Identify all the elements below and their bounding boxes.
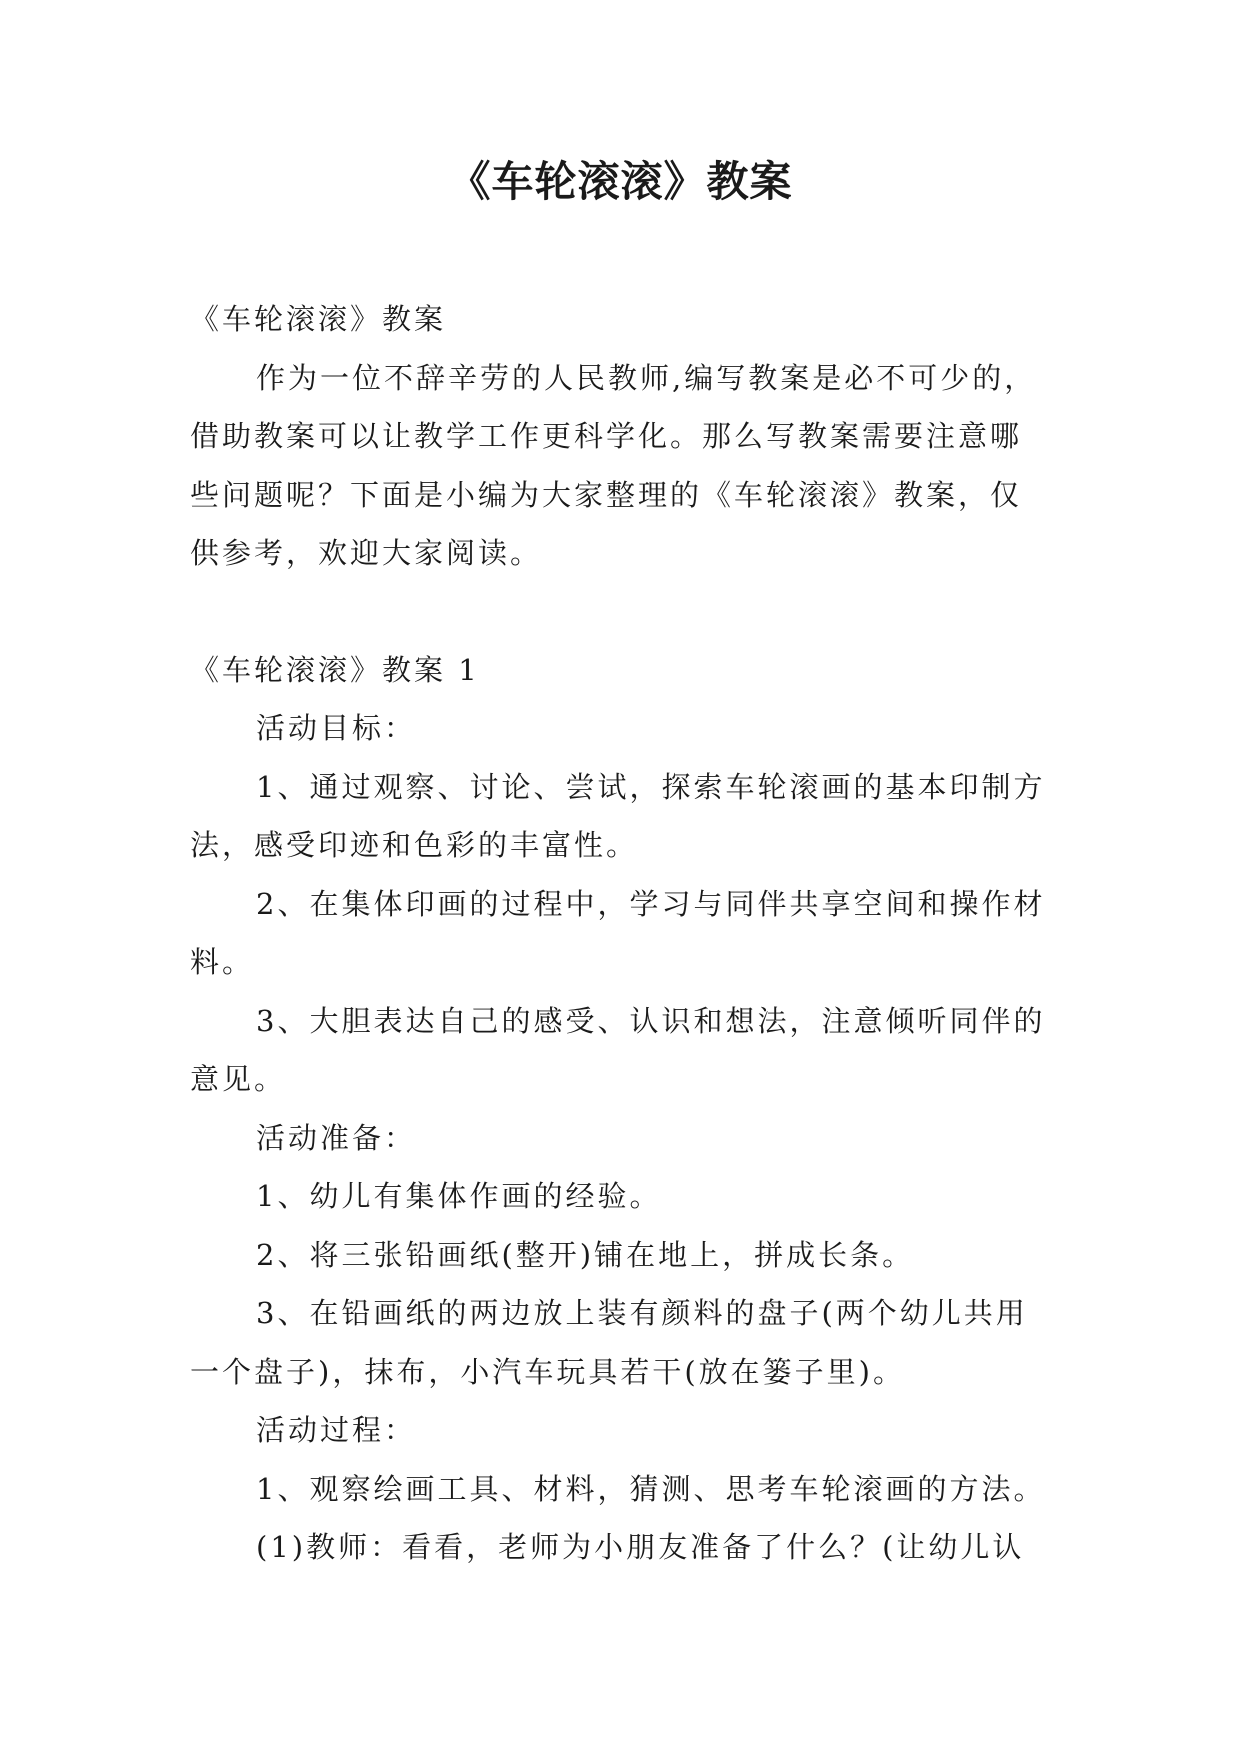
intro-paragraph: 作为一位不辞辛劳的人民教师,编写教案是必不可少的，借助教案可以让教学工作更科学化。那么写教案需要注意哪些问题呢？下面是小编为大家整理的《车轮滚滚》教案，仅供参考，欢迎大家阅读。 — [190, 360, 1037, 570]
goals-heading: 活动目标： — [256, 711, 417, 745]
goal-item: 2、在集体印画的过程中，学习与同伴共享空间和操作材料。 — [190, 886, 1046, 979]
prep-item: 1、幼儿有集体作画的经验。 — [256, 1179, 662, 1213]
document-title: 《车轮滚滚》教案 — [448, 157, 793, 206]
section-heading: 《车轮滚滚》教案 1 — [190, 652, 480, 687]
process-item: 1、观察绘画工具、材料，猜测、思考车轮滚画的方法。 — [256, 1471, 1046, 1506]
prep-item: 2、将三张铅画纸(整开)铺在地上，拼成长条。 — [256, 1237, 915, 1272]
goal-item: 1、通过观察、讨论、尝试，探索车轮滚画的基本印制方法，感受印迹和色彩的丰富性。 — [190, 769, 1046, 862]
goal-item: 3、大胆表达自己的感受、认识和想法，注意倾听同伴的意见。 — [190, 1003, 1046, 1096]
document-subtitle: 《车轮滚滚》教案 — [190, 302, 447, 336]
section-spacer — [190, 583, 1050, 641]
document-body — [190, 290, 1050, 1577]
process-heading: 活动过程： — [256, 1413, 417, 1447]
prep-item: 3、在铅画纸的两边放上装有颜料的盘子(两个幼儿共用一个盘子)，抹布，小汽车玩具若干(放在篓子里)。 — [190, 1296, 1028, 1389]
process-item: (1)教师：看看，老师为小朋友准备了什么？(让幼儿认 — [256, 1530, 1025, 1564]
prep-heading: 活动准备： — [256, 1120, 417, 1155]
